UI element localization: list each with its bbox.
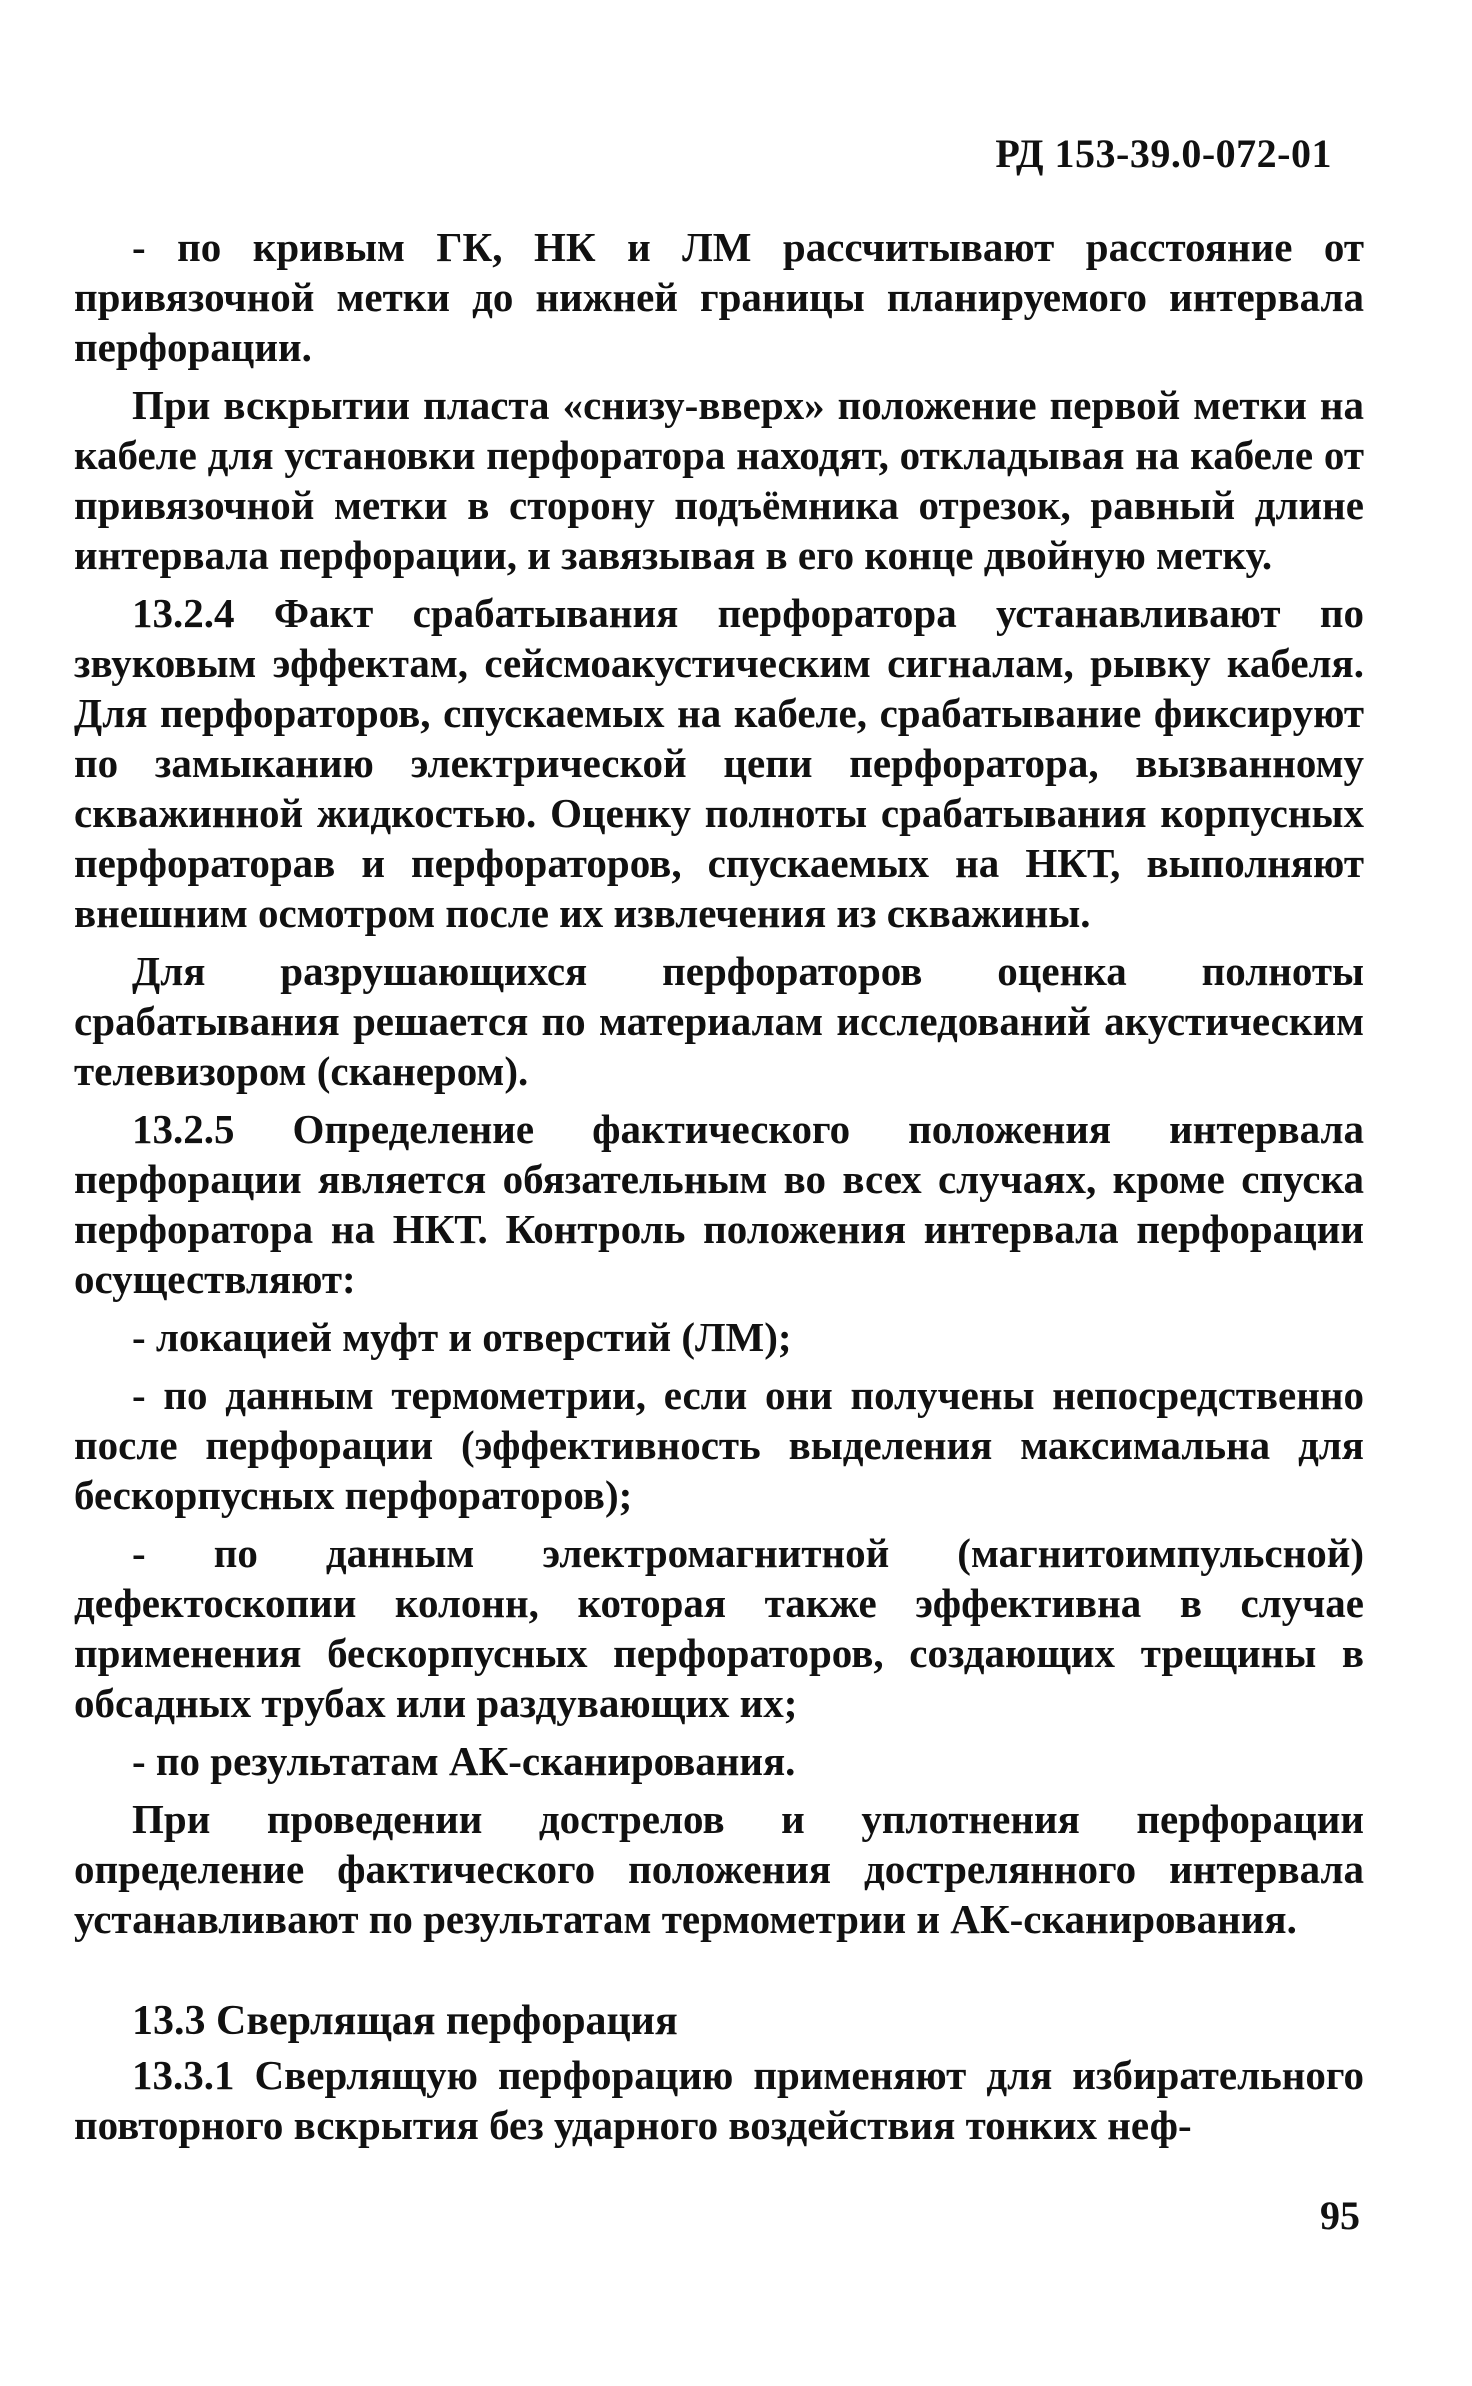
list-item-electromagnetic-defectoscopy: - по данным электромагнитной (магнитоимпульсной) дефектоскопии колонн, которая также эффективна в случае применения бескорпусных перфораторов, создающих трещины в обсадных трубах или раздувающих их; [74, 1530, 1364, 1726]
paragraph-re-perforation: При проведении дострелов и уплотнения перфорации определение фактического положения дострелянного интервала устанавливают по результатам термометрии и АК-сканирования. [74, 1796, 1364, 1942]
document-code: РД 153-39.0-072-01 [995, 131, 1332, 176]
paragraph-curves-calculation: - по кривым ГК, НК и ЛМ рассчитывают расстояние от привязочной метки до нижней границы планируемого интервала перфорации. [74, 224, 1364, 370]
paragraph-13-2-5: 13.2.5 Определение фактического положения интервала перфорации является обязательным во всех случаях, кроме спуска перфоратора на НКТ. Контроль положения интервала перфорации осуществляют: [74, 1106, 1364, 1302]
paragraph-13-3-1: 13.3.1 Сверлящую перфорацию применяют для избирательного повторного вскрытия без ударного воздействия тонких неф- [74, 2052, 1364, 2148]
section-heading-13-3: 13.3 Сверлящая перфорация [132, 1998, 678, 2044]
body-text [74, 222, 1364, 2158]
list-item-collar-locator: - локацией муфт и отверстий (ЛМ); [132, 1314, 792, 1360]
page-number: 95 [1320, 2193, 1360, 2238]
list-item-thermometry: - по данным термометрии, если они получены непосредственно после перфорации (эффективность выделения максимальна для бескорпусных перфораторов); [74, 1372, 1364, 1518]
paragraph-13-2-4: 13.2.4 Факт срабатывания перфоратора устанавливают по звуковым эффектам, сейсмоакустическим сигналам, рывку кабеля. Для перфораторов, спускаемых на кабеле, срабатывание фиксируют по замыканию электрической цепи перфоратора, вызванному скважинной жидкостью. Оценку полноты срабатывания корпусных перфораторав и перфораторов, спускаемых на НКТ, выполняют внешним осмотром после их извлечения из скважины. [74, 590, 1364, 936]
paragraph-destructible-perforators: Для разрушающихся перфораторов оценка полноты срабатывания решается по материалам исследований акустическим телевизором (сканером). [74, 948, 1364, 1094]
paragraph-bottom-up-opening: При вскрытии пласта «снизу-вверх» положение первой метки на кабеле для установки перфоратора находят, откладывая на кабеле от привязочной метки в сторону подъёмника отрезок, равный длине интервала перфорации, и завязывая в его конце двойную метку. [74, 382, 1364, 578]
list-item-ak-scanning: - по результатам АК-сканирования. [132, 1738, 796, 1784]
